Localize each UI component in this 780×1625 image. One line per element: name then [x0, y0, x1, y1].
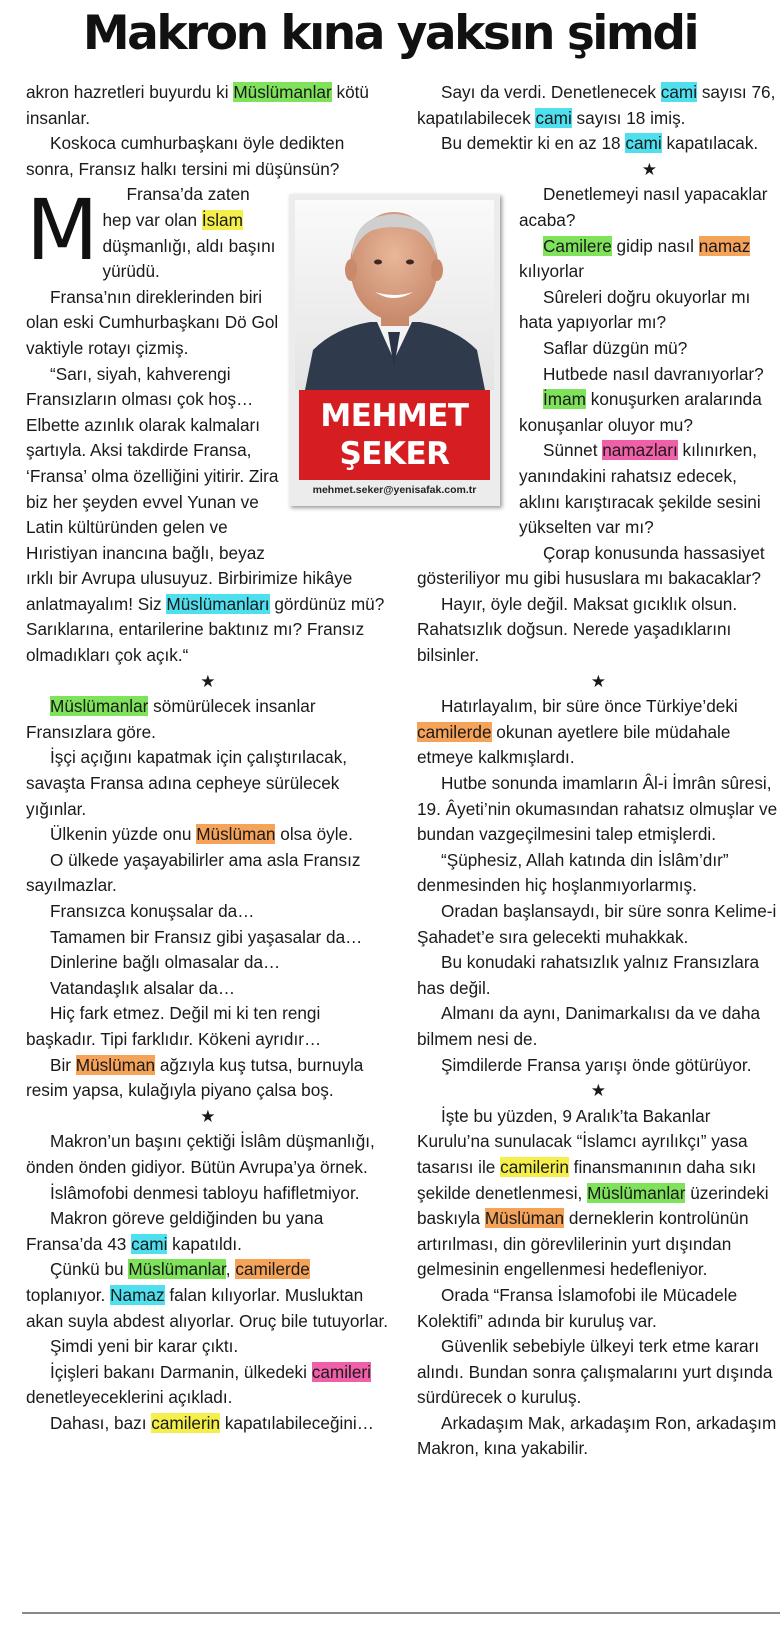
text-run: kılıyorlar — [519, 261, 584, 282]
paragraph — [417, 541, 780, 592]
paragraph — [26, 899, 390, 925]
text-run: Makron göreve geldiğinden bu yana Fransa’da 43 — [26, 1208, 324, 1254]
paragraph — [26, 1411, 390, 1437]
paragraph — [417, 80, 780, 131]
text-run: O ülkede yaşayabilirler ama asla Fransız sayılmazlar. — [26, 849, 361, 896]
text-run: Şimdilerde Fransa yarışı önde götürüyor. — [441, 1054, 752, 1075]
text-run: Güvenlik sebebiyle ülkeyi terk etme kararı alındı. Bundan sonra çalışmalarını yurt dışında sürdürecek o kuruluş. — [417, 1336, 773, 1408]
text-run: kapatılacak. — [661, 133, 759, 154]
text-run: kötü insanlar. — [26, 82, 369, 128]
text-run: Fransa’nın direklerinden biri olan eski Cumhurbaşkanı Dö Gol vaktiyle rotayı çizmiş. — [26, 286, 279, 358]
highlighted-word: camilerin — [500, 1156, 569, 1177]
author-nameplate — [299, 390, 490, 480]
paragraph — [417, 1001, 780, 1052]
text-run: Hatırlayalım, bir süre önce Türkiye’deki — [441, 696, 738, 717]
paragraph — [417, 592, 780, 669]
text-run: Hutbede nasıl davranıyorlar? — [543, 363, 764, 384]
paragraph — [26, 1129, 390, 1180]
highlighted-word: Camilere — [543, 235, 612, 256]
text-run: sayısı 76, kapatılabilecek — [417, 82, 776, 128]
paragraph — [26, 848, 390, 899]
text-run: Almanı da aynı, Danimarkalısı da ve daha bilmem nesi de. — [417, 1003, 761, 1049]
text-run: Bu demektir ki en az 18 — [441, 133, 626, 154]
paragraph — [417, 1411, 780, 1462]
paragraph — [26, 1053, 390, 1104]
text-run: “Şüphesiz, Allah katında din İslâm’dır” denmesinden hiç hoşlanmıyorlarmış. — [417, 849, 729, 896]
highlighted-word: Müslümanlar — [128, 1259, 226, 1280]
text-run: Ülkenin yüzde onu — [50, 824, 197, 845]
text-run: İçişleri bakanı Darmanin, ülkedeki — [50, 1361, 312, 1382]
text-run: toplanıyor. — [26, 1284, 111, 1305]
paragraph — [26, 745, 390, 822]
text-run: Bu konudaki rahatsızlık yalnız Fransızlara has değil. — [417, 952, 760, 998]
section-star: ★ — [590, 670, 607, 691]
paragraph — [26, 822, 390, 848]
text-run: finansmanının daha sıkı şekilde denetlenmesi, — [417, 1156, 757, 1203]
text-run: , — [225, 1259, 236, 1280]
highlighted-word: Namaz — [110, 1284, 165, 1305]
text-run: İşte bu yüzden, 9 Aralık’ta Bakanlar Kurulu’na sunulacak “İslamcı ayrılıkçı” yasa tasarısı ile — [417, 1105, 748, 1177]
author-first-name: MEHMET — [320, 398, 469, 434]
text-run: İşçi açığını kapatmak için çalıştırılacak, savaşta Fransa adına cepheye sürülecek yığınlar. — [26, 747, 348, 819]
author-box — [289, 194, 500, 506]
text-run: olsa öyle. — [275, 824, 353, 845]
text-run: İslâmofobi denmesi tabloyu hafifletmiyor. — [50, 1182, 360, 1203]
paragraph — [417, 950, 780, 1001]
text-run: Sünnet — [543, 440, 603, 461]
paragraph — [417, 848, 780, 899]
author-photo — [295, 200, 494, 390]
text-run: gidip nasıl — [611, 235, 699, 256]
highlighted-word: Müslümanlar — [233, 82, 332, 102]
text-run: Dinlerine bağlı olmasalar da… — [50, 952, 281, 973]
section-star: ★ — [200, 1105, 216, 1126]
text-run: Çorap konusunda hassasiyet gösteriliyor mu gibi hususlara mı bakacaklar? — [417, 542, 765, 589]
author-email: mehmet.seker@yenisafak.com.tr — [312, 484, 477, 496]
text-run: Hiç fark etmez. Değil mi ki ten rengi başkadır. Tipi farklıdır. Kökeni ayrıdır… — [26, 1003, 322, 1049]
section-star: ★ — [641, 158, 658, 179]
text-run: Oradan başlansaydı, bir süre sonra Kelime-i Şahadet’e sıra gelecekti muhakkak. — [417, 901, 777, 947]
text-run: Denetlemeyi nasıl yapacaklar acaba? — [519, 184, 768, 230]
highlighted-word: Müslüman — [196, 824, 276, 845]
text-run: Bir — [50, 1054, 76, 1075]
text-run: Çünkü bu — [50, 1259, 129, 1280]
paragraph — [417, 1053, 780, 1079]
text-run: kapatıldı. — [167, 1233, 242, 1254]
text-run: gördünüz mü? Sarıklarına, entarilerine baktınız mı? Fransız olmadıkları çok açık.“ — [26, 593, 385, 666]
paragraph — [26, 1181, 390, 1207]
text-run: konuşurken aralarında konuşanlar oluyor mu? — [519, 389, 762, 435]
paragraph — [26, 976, 390, 1002]
highlighted-word: İslam — [201, 209, 243, 230]
paragraph — [417, 771, 780, 848]
highlighted-word: camilerin — [151, 1412, 221, 1433]
text-run: üzerindeki baskıyla — [417, 1182, 769, 1229]
text-run: Saflar düzgün mü? — [543, 337, 688, 358]
text-run: falan kılıyorlar. Musluktan akan suyla abdest alıyorlar. Oruç bile tutuyorlar. — [26, 1284, 389, 1331]
paragraph — [26, 1360, 390, 1411]
text-run: Vatandaşlık alsalar da… — [50, 977, 236, 998]
text-run: Fransızca konuşsalar da… — [50, 901, 255, 921]
text-run: denetleyeceklerini açıkladı. — [26, 1387, 233, 1408]
author-last-name: ŞEKER — [339, 436, 450, 472]
highlighted-word: Müslüman — [484, 1208, 565, 1229]
text-run: Tamamen bir Fransız gibi yaşasalar da… — [50, 926, 363, 947]
highlighted-word: namaz — [698, 235, 751, 256]
text-run: Arkadaşım Mak, arkadaşım Ron, arkadaşım Makron, kına yakabilir. — [417, 1412, 777, 1459]
highlighted-word: Müslümanlar — [587, 1182, 686, 1203]
text-run: Sayı da verdi. Denetlenecek — [441, 82, 661, 102]
bottom-divider — [22, 1612, 780, 1614]
text-run: Hutbe sonunda imamların Âl-i İmrân sûresi, 19. Âyeti’nin okumasından rahatsız olmuşlar ve bundan vazgeçilmesini talep etmişlerdi. — [417, 773, 778, 845]
text-run: Makron’un başını çektiği İslâm düşmanlığı, önden önden gidiyor. Bütün Avrupa’ya örnek. — [26, 1131, 375, 1177]
text-run: sayısı 18 imiş. — [571, 107, 686, 128]
text-run: Sûreleri doğru okuyorlar mı hata yapıyorlar mı? — [519, 286, 751, 333]
author-portrait-icon — [295, 200, 494, 390]
highlighted-word: Müslüman — [75, 1054, 156, 1075]
text-run: “Sarı, siyah, kahverengi Fransızların olması çok hoş… Elbette azınlık olarak kalmaları şartıyla. Aksi takdirde Fransa, ‘Fransa’ olma özelliğini yitirir. Zira biz her şeyden evvel Yunan ve Latin kültüründen gelen ve Hıristiyan inancına bağlı, beyaz ırklı bir Avrupa ulusuyuz. Birbirimize hikâye anlatmayalım! Siz — [26, 363, 353, 614]
text-run: Fransa’da zaten hep var olan — [102, 184, 250, 230]
highlighted-word: cami — [535, 107, 572, 128]
highlighted-word: camilerde — [417, 721, 492, 742]
highlighted-word: cami — [131, 1233, 168, 1254]
paragraph — [26, 950, 390, 976]
highlighted-word: camileri — [311, 1361, 371, 1382]
section-star: ★ — [200, 670, 216, 691]
text-run: ağzıyla kuş tutsa, burnuyla resim yapsa, kulağıyla piyano çalsa boş. — [26, 1054, 364, 1101]
highlighted-word: İmam — [543, 389, 586, 410]
highlighted-word: Müslümanlar — [50, 696, 149, 717]
text-run: kapatılabileceğini… — [220, 1412, 374, 1433]
paragraph — [417, 1283, 780, 1334]
paragraph — [26, 131, 390, 182]
text-run: Orada “Fransa İslamofobi ile Mücadele Kolektifi” adında bir kuruluş var. — [417, 1284, 738, 1331]
text-run: düşmanlığı, aldı başını yürüdü. — [102, 235, 276, 282]
text-run: kılınırken, yanındakini rahatsız edecek, aklını karıştıracak şekilde sesini yükselten var mı? — [519, 440, 761, 538]
paragraph — [417, 694, 780, 771]
paragraph — [26, 1001, 390, 1052]
text-run: Koskoca cumhurbaşkanı öyle dedikten sonra, Fransız halkı tersini mi düşünsün? — [26, 133, 345, 179]
text-run: derneklerin kontrolünün artırılması, din görevlilerinin yurt dışından gelmesinin engellenmesi hedefleniyor. — [417, 1208, 749, 1280]
drop-cap: M — [26, 181, 99, 279]
paragraph — [26, 1206, 390, 1257]
highlighted-word: Müslümanları — [166, 593, 270, 614]
text-run: okunan ayetlere bile müdahale etmeye kalkmışlardı. — [417, 721, 731, 768]
paragraph — [26, 1334, 390, 1360]
highlighted-word: cami — [660, 82, 698, 102]
headline: Makron kına yaksın şimdi — [82, 6, 698, 61]
paragraph — [417, 1104, 780, 1283]
paragraph — [26, 694, 390, 745]
paragraph — [417, 899, 780, 950]
paragraph — [26, 1257, 390, 1334]
paragraph — [26, 925, 390, 951]
paragraph — [417, 131, 780, 157]
section-star: ★ — [590, 1080, 607, 1101]
text-run: Hayır, öyle değil. Maksat gıcıklık olsun. Rahatsızlık doğsun. Nerede yaşadıklarını bilsinler. — [417, 593, 738, 666]
highlighted-word: camilerde — [235, 1259, 310, 1280]
highlighted-word: namazları — [602, 440, 678, 461]
text-run: Dahası, bazı — [50, 1412, 152, 1433]
text-run: sömürülecek insanlar Fransızlara göre. — [26, 696, 316, 742]
paragraph — [417, 1334, 780, 1411]
text-run: Şimdi yeni bir karar çıktı. — [50, 1336, 239, 1357]
highlighted-word: cami — [625, 133, 662, 154]
text-run: akron hazretleri buyurdu ki — [26, 82, 234, 102]
